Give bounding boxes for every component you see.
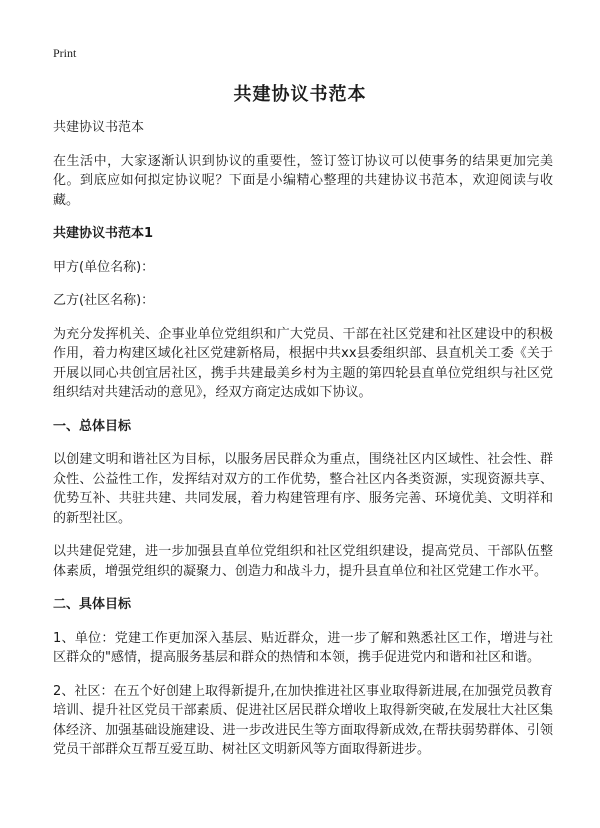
intro-paragraph: 在生活中，大家逐渐认识到协议的重要性，签订签订协议可以使事务的结果更加完美化。到底应如何拟定协议呢？下面是小编精心整理的共建协议书范本，欢迎阅读与收藏。 bbox=[53, 153, 553, 208]
section-heading-1: 共建协议书范本1 bbox=[53, 226, 154, 241]
specific-goal-paragraph-2: 2、社区：在五个好创建上取得新提升,在加快推进社区事业取得新进展,在加强党员教育培训、提升社区党员干部素质、促进社区居民群众增收上取得新突破,在发展壮大社区集体经济、加强基础设施建设、进一步改进民生等方面取得新成效,在帮扶弱势群体、引领党员干部群众互帮互爱互助、树社区文明新风等方面取得新进步。 bbox=[53, 683, 553, 757]
page-title: 共建协议书范本 bbox=[233, 84, 367, 105]
overall-goal-paragraph-2: 以共建促党建，进一步加强县直单位党组织和社区党组织建设，提高党员、干部队伍整体素质，增强党组织的凝聚力、创造力和战斗力，提升县直单位和社区党建工作水平。 bbox=[53, 544, 553, 579]
party-b-line: 乙方(社区名称)： bbox=[53, 293, 155, 308]
heading-overall-goals: 一、总体目标 bbox=[53, 418, 132, 434]
heading-specific-goals: 二、具体目标 bbox=[53, 597, 132, 612]
specific-goal-paragraph-1: 1、单位：党建工作更加深入基层、贴近群众，进一步了解和熟悉社区工作，增进与社区群众的"感情，提高服务基层和群众的热情和本领，携手促进党内和谐和社区和谐。 bbox=[53, 630, 553, 665]
purpose-paragraph: 为充分发挥机关、企事业单位党组织和广大党员、干部在社区党建和社区建设中的积极作用，着力构建区域化社区党建新格局，根据中共xx县委组织部、县直机关工委《关于开展以同心共创宜居社区，携手共建最美乡村为主题的第四轮县直单位党组织与社区党组织结对共建活动的意见》，经双方商定达成如下协议。 bbox=[53, 326, 553, 400]
print-link[interactable]: Print bbox=[53, 46, 77, 60]
overall-goal-paragraph-1: 以创建文明和谐社区为目标，以服务居民群众为重点，围绕社区内区域性、社会性、群众性、公益性工作，发挥结对双方的工作优势，整合社区内各类资源，实现资源共享、优势互补、共驻共建、共同发展，着力构建管理有序、服务完善、环境优美、文明祥和的新型社区。 bbox=[53, 452, 553, 526]
document-body bbox=[53, 118, 553, 774]
subtitle: 共建协议书范本 bbox=[53, 120, 145, 135]
party-a-line: 甲方(单位名称)： bbox=[53, 259, 155, 275]
